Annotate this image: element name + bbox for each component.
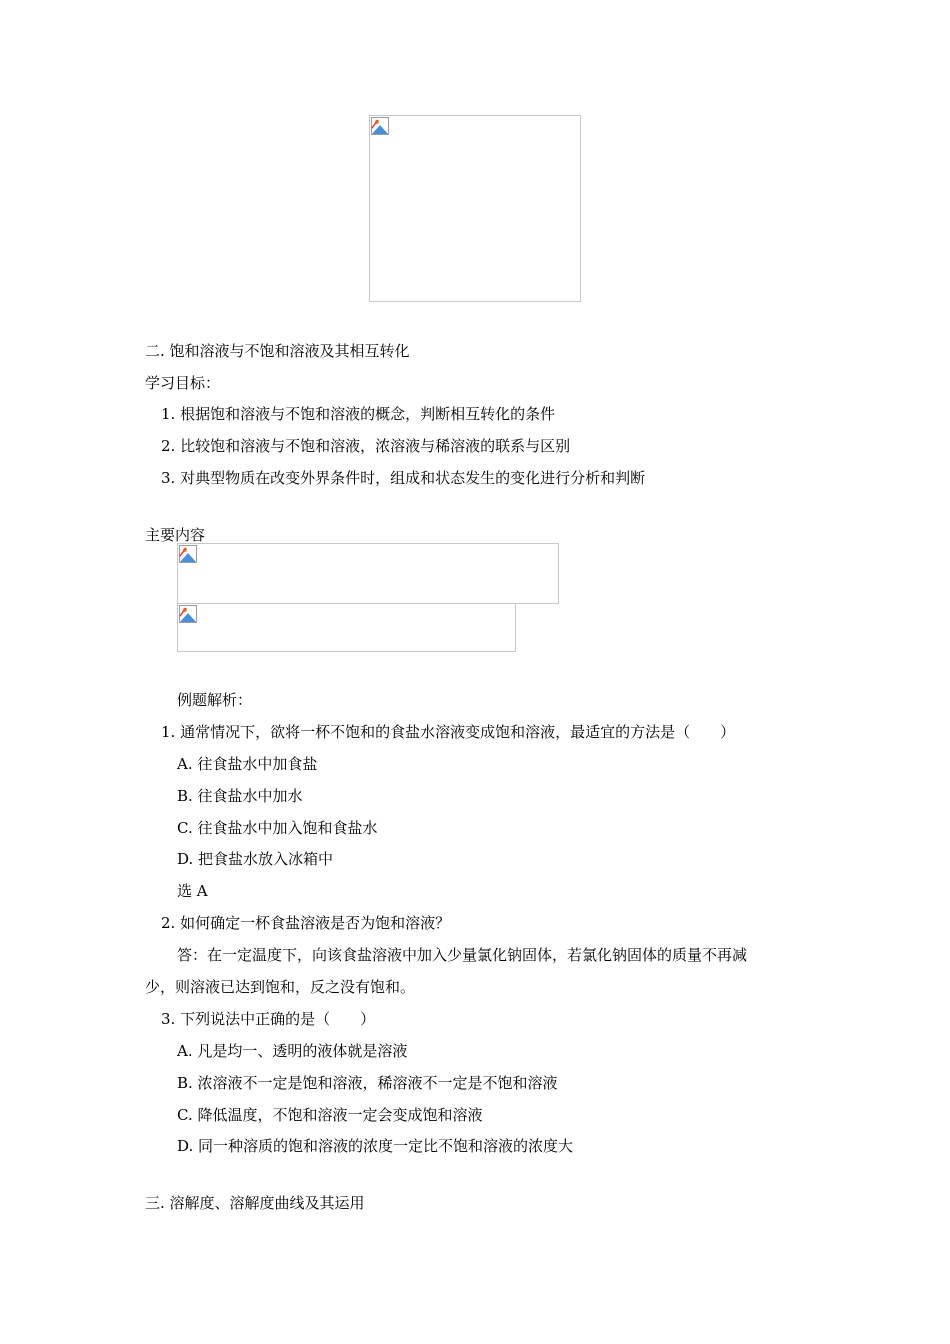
- broken-image-icon: [371, 117, 389, 135]
- question-2: 2. 如何确定一杯食盐溶液是否为饱和溶液？: [161, 914, 451, 932]
- option-a: A. 往食盐水中加食盐: [177, 755, 318, 773]
- option-b: B. 浓溶液不一定是饱和溶液，稀溶液不一定是不饱和溶液: [177, 1074, 558, 1092]
- broken-image-icon: [179, 605, 197, 623]
- option-c: C. 降低温度，不饱和溶液一定会变成饱和溶液: [177, 1106, 483, 1124]
- section-heading: 二. 饱和溶液与不饱和溶液及其相互转化: [145, 342, 410, 360]
- question-3: 3. 下列说法中正确的是（ ）: [161, 1010, 376, 1028]
- examples-label: 例题解析：: [177, 691, 253, 709]
- goals-label: 学习目标：: [145, 374, 221, 392]
- section-heading: 三. 溶解度、溶解度曲线及其运用: [145, 1194, 365, 1212]
- goal-item: 1. 根据饱和溶液与不饱和溶液的概念，判断相互转化的条件: [161, 405, 556, 423]
- main-content-label: 主要内容: [145, 526, 206, 544]
- image-placeholder-top: [369, 115, 581, 302]
- goal-item: 2. 比较饱和溶液与不饱和溶液，浓溶液与稀溶液的联系与区别: [161, 437, 571, 455]
- option-d: D. 把食盐水放入冰箱中: [177, 850, 334, 868]
- image-placeholder-1: [177, 543, 559, 604]
- option-b: B. 往食盐水中加水: [177, 787, 303, 805]
- goal-item: 3. 对典型物质在改变外界条件时，组成和状态发生的变化进行分析和判断: [161, 469, 646, 487]
- option-a: A. 凡是均一、透明的液体就是溶液: [177, 1042, 408, 1060]
- option-d: D. 同一种溶质的饱和溶液的浓度一定比不饱和溶液的浓度大: [177, 1137, 574, 1155]
- broken-image-icon: [179, 545, 197, 563]
- answer-2-line2: 少，则溶液已达到饱和，反之没有饱和。: [145, 978, 416, 996]
- question-1: 1. 通常情况下，欲将一杯不饱和的食盐水溶液变成饱和溶液，最适宜的方法是（ ）: [161, 723, 736, 741]
- image-placeholder-2: [177, 603, 516, 652]
- answer-2-line1: 答：在一定温度下，向该食盐溶液中加入少量氯化钠固体，若氯化钠固体的质量不再减: [177, 946, 748, 964]
- option-c: C. 往食盐水中加入饱和食盐水: [177, 819, 378, 837]
- answer-1: 选 A: [177, 882, 208, 900]
